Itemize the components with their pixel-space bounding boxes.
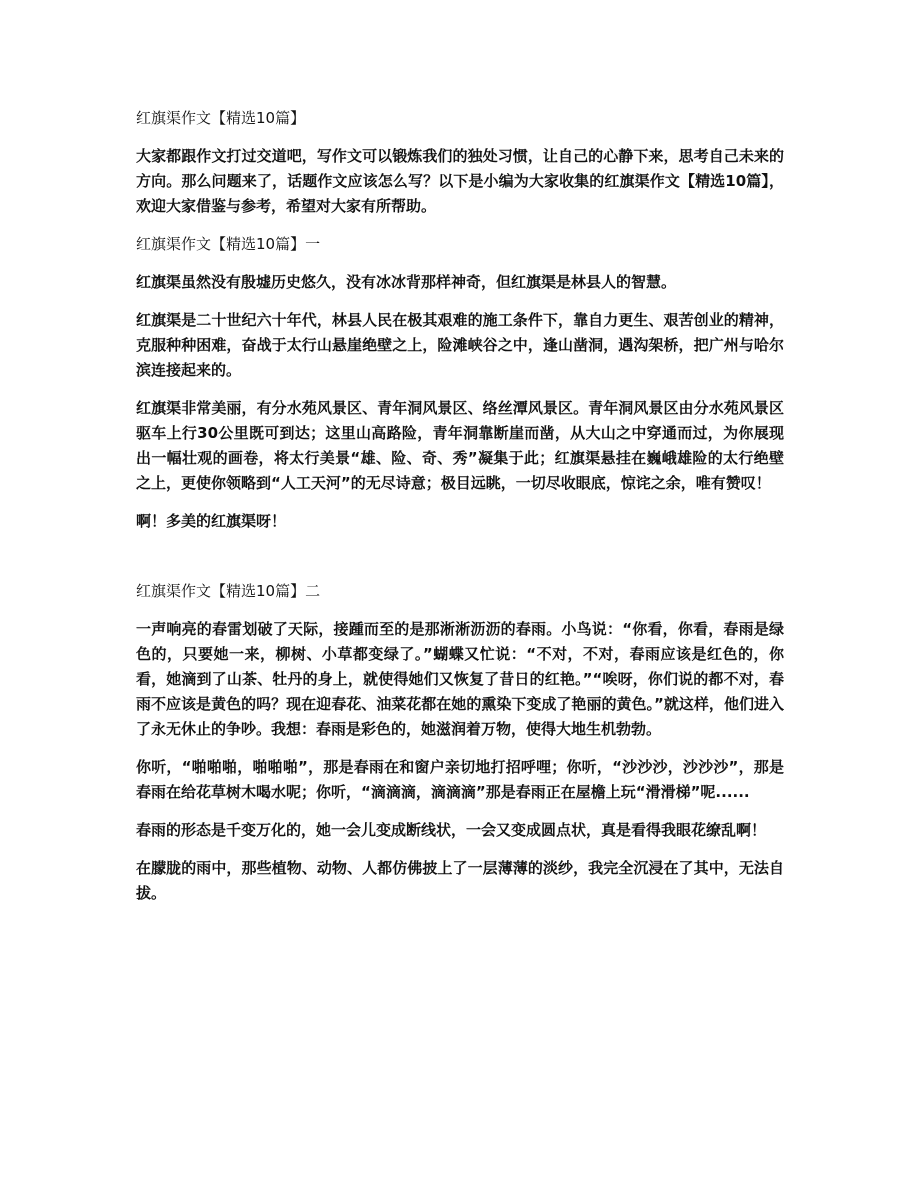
document-page [136, 106, 784, 906]
essay-1-paragraph: 红旗渠非常美丽，有分水苑风景区、青年洞风景区、络丝潭风景区。青年洞风景区由分水苑风景区驱车上行30公里既可到达；这里山高路险，青年洞靠断崖而凿，从大山之中穿通而过，为你展现出一幅壮观的画卷，将太行美景“雄、险、奇、秀”凝集于此；红旗渠悬挂在巍峨雄险的太行绝壁之上，更使你领略到“人工天河”的无尽诗意；极目远眺，一切尽收眼底，惊诧之余，唯有赞叹！ [136, 399, 784, 492]
intro-paragraph: 大家都跟作文打过交道吧，写作文可以锻炼我们的独处习惯，让自己的心静下来，思考自己未来的方向。那么问题来了，话题作文应该怎么写？以下是小编为大家收集的红旗渠作文【精选10篇】，欢迎大家借鉴与参考，希望对大家有所帮助。 [136, 147, 784, 215]
essay-1-heading: 红旗渠作文【精选10篇】一 [136, 235, 321, 253]
essay-2-paragraph: 一声响亮的春雷划破了天际，接踵而至的是那淅淅沥沥的春雨。小鸟说：“你看，你看，春雨是绿色的，只要她一来，柳树、小草都变绿了。”蝴蝶又忙说：“不对，不对，春雨应该是红色的，你看，她滴到了山茶、牡丹的身上，就使得她们又恢复了昔日的红艳。”“唉呀，你们说的都不对，春雨不应该是黄色的吗？现在迎春花、油菜花都在她的熏染下变成了艳丽的黄色。”就这样，他们进入了永无休止的争吵。我想：春雨是彩色的，她滋润着万物，使得大地生机勃勃。 [136, 620, 784, 738]
essay-2-paragraph: 在朦胧的雨中，那些植物、动物、人都仿佛披上了一层薄薄的淡纱，我完全沉浸在了其中，无法自拔。 [136, 859, 784, 902]
essay-2-paragraph: 你听，“啪啪啪，啪啪啪”，那是春雨在和窗户亲切地打招呼哩；你听，“沙沙沙，沙沙沙”，那是春雨在给花草树木喝水呢；你听，“滴滴滴，滴滴滴”那是春雨正在屋檐上玩“滑滑梯”呢...... [136, 758, 784, 801]
essay-2-heading: 红旗渠作文【精选10篇】二 [136, 582, 321, 600]
essay-2-paragraph: 春雨的形态是千变万化的，她一会儿变成断线状，一会又变成圆点状，真是看得我眼花缭乱啊！ [136, 821, 767, 839]
essay-1-paragraph: 啊！多美的红旗渠呀！ [136, 512, 287, 530]
document-title: 红旗渠作文【精选10篇】 [136, 109, 306, 127]
essay-1-paragraph: 红旗渠是二十世纪六十年代，林县人民在极其艰难的施工条件下，靠自力更生、艰苦创业的精神，克服种种困难，奋战于太行山悬崖绝壁之上，险滩峡谷之中，逢山凿洞，遇沟架桥，把广州与哈尔滨连接起来的。 [136, 311, 784, 379]
essay-1-paragraph: 红旗渠虽然没有殷墟历史悠久，没有冰冰背那样神奇，但红旗渠是林县人的智慧。 [136, 273, 677, 291]
